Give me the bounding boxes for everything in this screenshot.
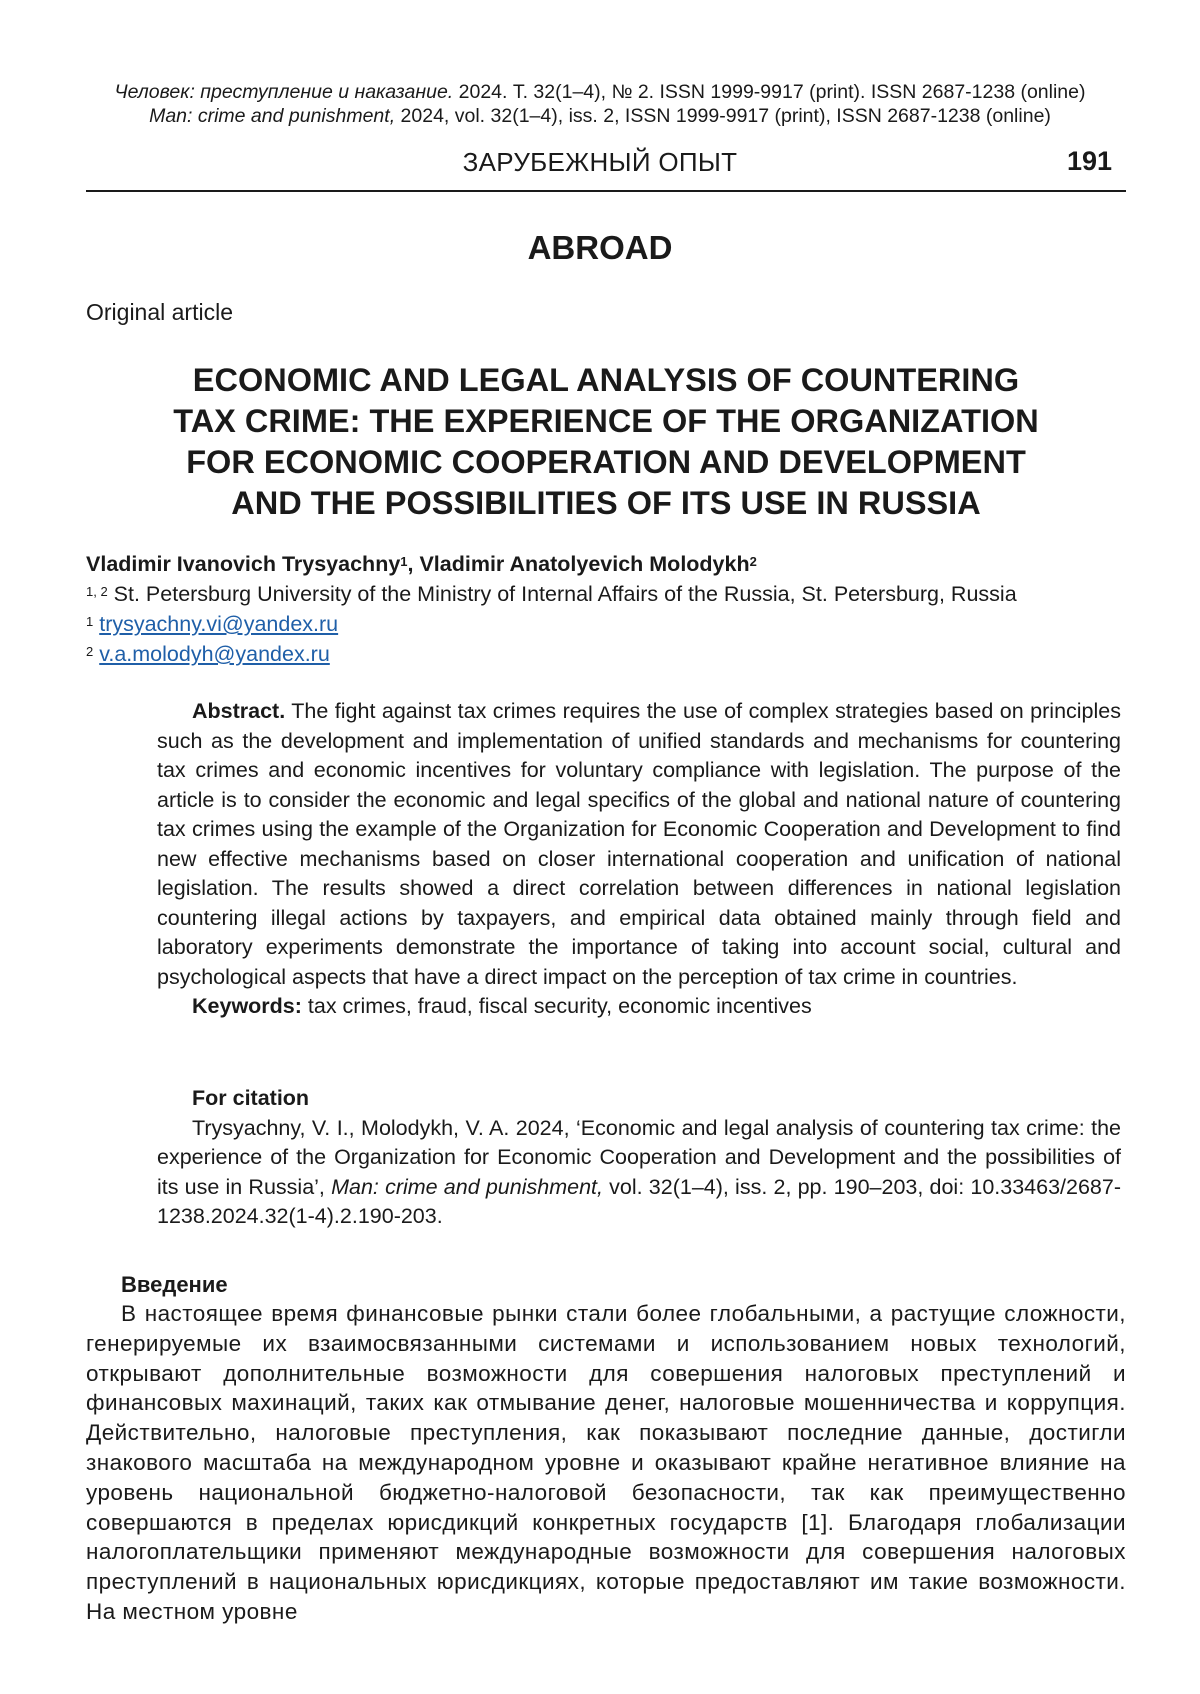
citation-block <box>157 1084 1121 1232</box>
title-line: AND THE POSSIBILITIES OF ITS USE IN RUSSIA <box>231 485 981 521</box>
citation-journal: Man: crime and punishment, <box>331 1174 603 1199</box>
article-type: Original article <box>86 299 233 325</box>
citation-label: For citation <box>192 1086 310 1110</box>
abstract <box>157 697 1121 1022</box>
email-link[interactable]: trysyachny.vi@yandex.ru <box>99 612 339 636</box>
authors <box>86 550 757 578</box>
intro-heading: Введение <box>121 1272 228 1297</box>
section-title: ABROAD <box>527 229 673 266</box>
title-line: ECONOMIC AND LEGAL ANALYSIS OF COUNTERING <box>192 362 1020 398</box>
citation-text <box>157 1114 1121 1232</box>
header-divider <box>86 190 1126 192</box>
intro-paragraph: В настоящее время финансовые рынки стали более глобальными, а растущие сложности, генерируемые их взаимосвязанными системами и использованием новых технологий, открывают дополнительные возможности для совершения налоговых преступлений и финансовых махинаций, таких как отмывание денег, налоговые мошенничества и коррупция. Действительно, налоговые преступления, как показывают последние данные, достигли знакового масштаба на международном уровне и оказывают крайне негативное влияние на уровень национальной бюджетно-налоговой безопасности, так как преимущественно совершаются в пределах юрисдикций конкретных государств [1]. Благодаря глобализации налогоплательщики применяют международные возможности для совершения налоговых преступлений в национальных юрисдикциях, которые предоставляют им такие возможности. На местном уровне <box>86 1301 1126 1624</box>
author-name: Vladimir Ivanovich Trysyachny <box>86 552 401 576</box>
affiliation <box>86 580 1017 608</box>
email-sup: 2 <box>86 644 94 659</box>
article-title <box>86 360 1126 524</box>
journal-details-en: 2024, vol. 32(1–4), iss. 2, ISSN 1999-9917 (print), ISSN 2687-1238 (online) <box>395 105 1051 127</box>
keywords-text: tax crimes, fraud, fiscal security, economic incentives <box>301 994 812 1018</box>
keywords-paragraph <box>157 992 1121 1022</box>
abstract-text: The fight against tax crimes requires the use of complex strategies based on principles such as the development and implementation of unified standards and mechanisms for countering tax crimes and economic incentives for voluntary compliance with legislation. The purpose of the article is to consider the economic and legal specifics of the global and national nature of countering tax crimes using the example of the Organization for Economic Cooperation and Development to find new effective mechanisms based on closer international cooperation and unification of national legislation. The results showed a direct correlation between differences in national legislation countering illegal actions by taxpayers, and empirical data obtained mainly through field and laboratory experiments demonstrate the importance of taking into account social, cultural and psychological aspects that have a direct impact on the perception of tax crime in countries. <box>157 699 1121 989</box>
keywords-label: Keywords: <box>192 994 302 1018</box>
journal-header-en <box>88 104 1112 128</box>
rubric: ЗАРУБЕЖНЫЙ ОПЫТ <box>462 147 738 177</box>
email-sup: 1 <box>86 614 94 629</box>
citation-details: vol. 32(1–4), iss. 2, pp. 190–203, doi: 10.33463/2687-1238.2024.32(1-4).2.190-203. <box>157 1174 1121 1228</box>
author-sup: 2 <box>749 554 757 569</box>
title-line: TAX CRIME: THE EXPERIENCE OF THE ORGANIZATION <box>173 403 1039 439</box>
journal-details-ru: 2024. Т. 32(1–4), № 2. ISSN 1999-9917 (print). ISSN 2687-1238 (online) <box>453 81 1086 103</box>
abstract-label: Abstract. <box>192 699 286 723</box>
journal-title-en: Man: crime and punishment, <box>149 105 396 127</box>
intro-body <box>86 1299 1126 1627</box>
email-link[interactable]: v.a.molodyh@yandex.ru <box>99 642 330 666</box>
page-number: 191 <box>1066 146 1112 176</box>
affiliation-text: St. Petersburg University of the Ministry of Internal Affairs of the Russia, St. Petersburg, Russia <box>107 582 1017 606</box>
title-line: FOR ECONOMIC COOPERATION AND DEVELOPMENT <box>186 444 1026 480</box>
author-sup: 1 <box>400 554 408 569</box>
email-line <box>86 610 338 638</box>
author-name: Vladimir Anatolyevich Molodykh <box>419 552 750 576</box>
author-separator: , <box>407 552 420 576</box>
abstract-paragraph <box>157 697 1121 992</box>
citation-authors-title: Trysyachny, V. I., Molodykh, V. A. 2024, ‘Economic and legal analysis of countering tax crime: the experience of the Organization for Economic Cooperation and Development and the possibilities of its use in Russia’, <box>157 1115 1121 1199</box>
email-line <box>86 640 330 668</box>
affiliation-sup: 1, 2 <box>86 584 108 599</box>
journal-header-ru <box>88 80 1112 104</box>
journal-title-ru: Человек: преступление и наказание. <box>114 81 454 103</box>
